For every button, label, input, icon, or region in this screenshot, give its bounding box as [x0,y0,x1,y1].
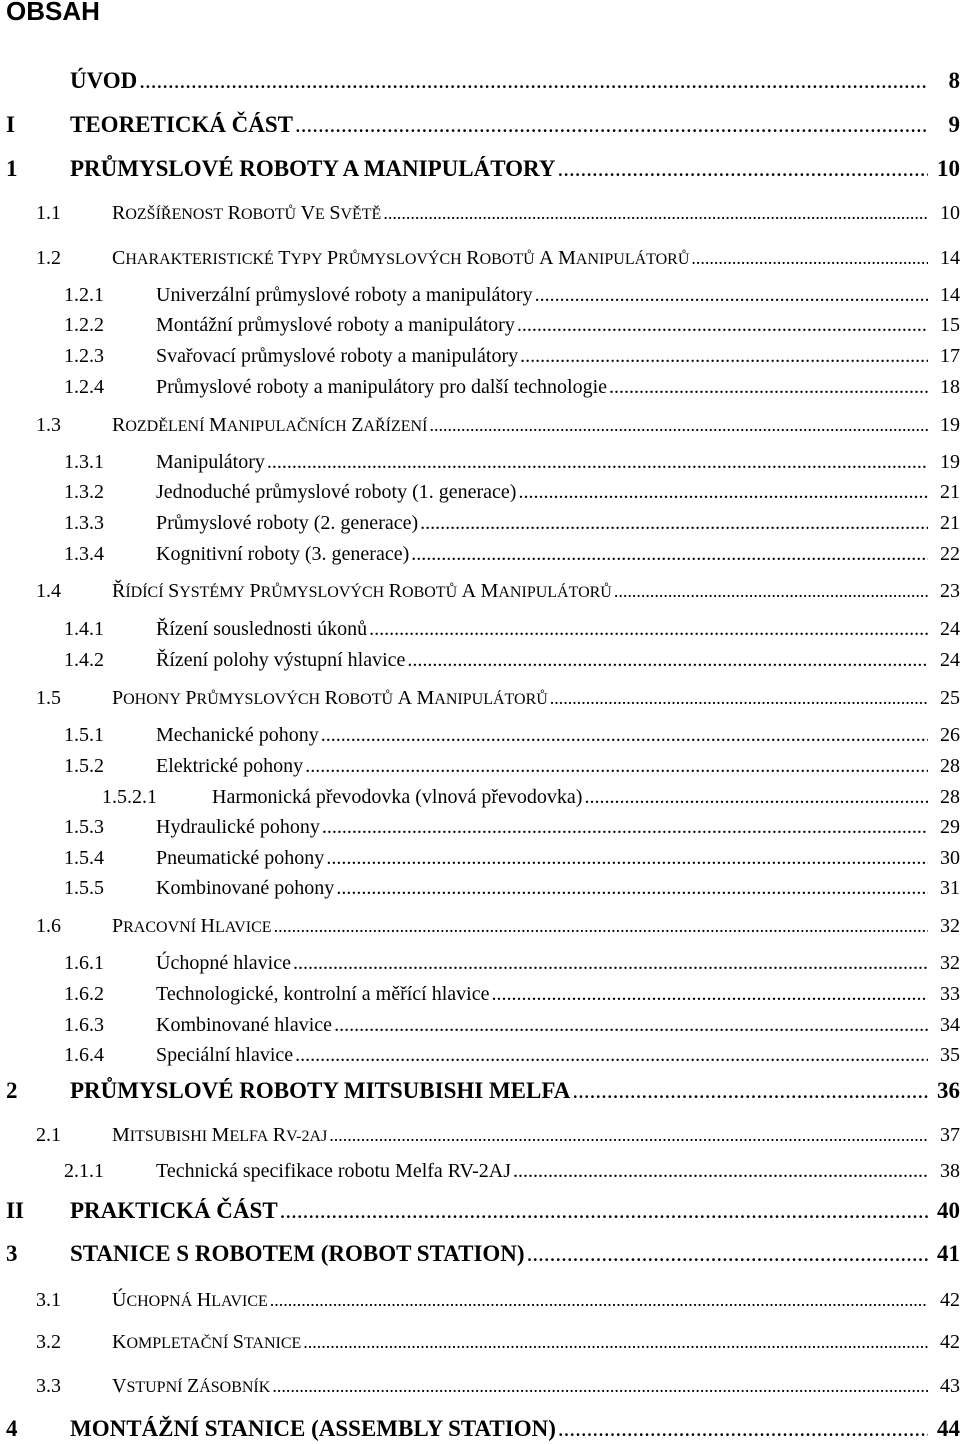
dot-leader [550,683,928,713]
toc-entry[interactable] [0,979,960,1009]
toc-entry-title: PRŮMYSLOVÉ ROBOTY MITSUBISHI MELFA [70,1078,571,1103]
toc-entry-title: Řízení polohy výstupní hlavice [156,649,406,671]
toc-entry[interactable] [0,576,960,606]
dot-leader [518,477,928,507]
dot-leader [407,645,928,675]
toc-entry-number: 1.4.2 [64,649,104,671]
toc-entry-page: 19 [940,451,960,473]
toc-entry[interactable] [0,1010,960,1040]
toc-entry-number: I [6,112,15,137]
toc-entry-title: POHONY PRŮMYSLOVÝCH ROBOTŮ A MANIPULÁTORŮ [112,687,548,709]
toc-entry[interactable] [0,372,960,402]
toc-entry[interactable] [0,751,960,781]
toc-entry-page: 40 [937,1198,960,1223]
toc-entry[interactable] [0,720,960,750]
toc-entry-number: 1.4 [36,580,61,602]
toc-entry-number: 1.6.3 [64,1014,104,1036]
toc-entry-page: 32 [940,915,960,937]
dot-leader [334,1010,928,1040]
toc-entry-number: 1.3.2 [64,481,104,503]
toc-entry-page: 29 [940,816,960,838]
toc-entry-page: 18 [940,376,960,398]
toc-entry-number: 1.3.3 [64,512,104,534]
toc-entry[interactable] [0,614,960,644]
toc-entry[interactable] [0,410,960,440]
toc-entry-page: 28 [940,755,960,777]
toc-entry-page: 23 [940,580,960,602]
dot-leader [513,1156,928,1186]
toc-entry-title: Univerzální průmyslové roboty a manipulátory [156,284,533,306]
toc-entry-title: MITSUBISHI MELFA RV-2AJ [112,1124,328,1146]
dot-leader [614,576,928,606]
dot-leader [270,1285,928,1315]
toc-entry[interactable] [0,812,960,842]
toc-entry-number: 1.6.1 [64,952,104,974]
toc-entry[interactable] [0,310,960,340]
toc-entry-page: 25 [940,687,960,709]
toc-entry[interactable] [0,341,960,371]
toc-entry-number: 1.2.4 [64,376,104,398]
toc-entry[interactable] [0,645,960,675]
toc-entry-page: 21 [940,481,960,503]
toc-entry-title: Průmyslové roboty a manipulátory pro další technologie [156,376,608,398]
toc-entry-page: 14 [940,247,960,269]
toc-entry[interactable] [0,1371,960,1401]
toc-entry[interactable] [0,1120,960,1150]
toc-entry-page: 36 [937,1078,960,1103]
dot-leader [280,1196,928,1226]
toc-entry[interactable] [0,154,960,184]
toc-entry-title: Harmonická převodovka (vlnová převodovka) [212,786,583,808]
dot-leader [322,812,928,842]
toc-entry-title: PRŮMYSLOVÉ ROBOTY A MANIPULÁTORY [70,156,556,181]
toc-entry-page: 10 [940,202,960,224]
dot-leader [609,372,928,402]
toc-entry[interactable] [0,1076,960,1106]
toc-entry-page: 9 [948,112,960,137]
dot-leader [293,948,928,978]
toc-entry-title: Kognitivní roboty (3. generace) [156,543,410,565]
toc-entry-number: 1.3 [36,414,61,436]
toc-entry-title: STANICE S ROBOTEM (ROBOT STATION) [70,1241,525,1266]
dot-leader [139,66,928,96]
toc-entry-page: 41 [937,1241,960,1266]
toc-entry-title: Hydraulické pohony [156,816,320,838]
dot-leader [336,873,928,903]
toc-entry-title: KOMPLETAČNÍ STANICE [112,1331,302,1353]
toc-entry-page: 42 [940,1331,960,1353]
toc-entry-number: 1.3.4 [64,543,104,565]
dot-leader [411,539,928,569]
toc-entry-page: 34 [940,1014,960,1036]
dot-leader [527,1239,928,1269]
toc-entry[interactable] [0,782,960,812]
dot-leader [303,1327,928,1357]
toc-entry-page: 31 [940,877,960,899]
toc-entry-number: 1.2.1 [64,284,104,306]
dot-leader [326,843,928,873]
toc-entry-number: 3.3 [36,1375,61,1397]
toc-entry-title: ŘÍDÍCÍ SYSTÉMY PRŮMYSLOVÝCH ROBOTŮ A MANIPULÁTORŮ [112,580,612,602]
toc-entry[interactable] [0,198,960,228]
toc-entry-number: 1.2.3 [64,345,104,367]
dot-leader [558,1414,928,1444]
toc-entry-title: PRAKTICKÁ ČÁST [70,1198,278,1223]
toc-entry-title: VSTUPNÍ ZÁSOBNÍK [112,1375,271,1397]
toc-entry-number: 1.3.1 [64,451,104,473]
dot-leader [520,341,928,371]
toc-entry-title: Kombinované pohony [156,877,335,899]
toc-entry-title: Elektrické pohony [156,755,304,777]
toc-entry-number: 3 [6,1241,18,1266]
toc-entry-title: ROZŠÍŘENOST ROBOTŮ VE SVĚTĚ [112,202,382,224]
toc-entry-number: 1.1 [36,202,61,224]
toc-entry-title: Svařovací průmyslové roboty a manipulátory [156,345,519,367]
toc-entry[interactable] [0,1196,960,1226]
dot-leader [572,1076,928,1106]
toc-entry-page: 26 [940,724,960,746]
dot-leader [491,979,928,1009]
dot-leader [295,1040,928,1070]
toc-entry-page: 43 [940,1375,960,1397]
toc-entry-page: 10 [937,156,960,181]
toc-entry-title: ÚCHOPNÁ HLAVICE [112,1289,268,1311]
toc-entry-number: 1.6.2 [64,983,104,1005]
toc-entry-title: Řízení souslednosti úkonů [156,618,368,640]
dot-leader [557,154,928,184]
toc-entry-page: 19 [940,414,960,436]
toc-entry-number: 2 [6,1078,18,1103]
dot-leader [295,110,928,140]
toc-entry[interactable] [0,477,960,507]
toc-entry-number: 1.2 [36,247,61,269]
toc-entry-title: Jednoduché průmyslové roboty (1. generace) [156,481,517,503]
toc-entry-page: 44 [937,1416,960,1441]
toc-entry[interactable] [0,1239,960,1269]
toc-entry[interactable] [0,539,960,569]
toc-entry-page: 30 [940,847,960,869]
toc-entry-page: 8 [948,68,960,93]
toc-entry-title: PRACOVNÍ HLAVICE [112,915,272,937]
toc-entry-number: 4 [6,1416,18,1441]
toc-entry[interactable] [0,843,960,873]
toc-entry-page: 37 [940,1124,960,1146]
toc-entry[interactable] [0,1285,960,1315]
dot-leader [584,782,928,812]
toc-entry-page: 35 [940,1044,960,1066]
toc-entry-number: 1.6 [36,915,61,937]
dot-leader [329,1120,928,1150]
toc-entry-number: 1 [6,156,18,181]
toc-entry-page: 21 [940,512,960,534]
toc-entry-title: Mechanické pohony [156,724,319,746]
toc-entry-number: 1.5.5 [64,877,104,899]
toc-entry-number: 1.2.2 [64,314,104,336]
dot-leader [691,243,928,273]
toc-entry-number: 1.5 [36,687,61,709]
toc-entry[interactable] [0,1156,960,1186]
toc-entry[interactable] [0,1414,960,1444]
toc-entry-title: Úchopné hlavice [156,952,291,974]
dot-leader [274,911,928,941]
toc-entry-page: 32 [940,952,960,974]
dot-leader [517,310,928,340]
toc-entry-page: 17 [940,345,960,367]
toc-entry[interactable] [0,873,960,903]
toc-entry[interactable] [0,280,960,310]
toc-entry[interactable] [0,447,960,477]
toc-entry-number: 1.5.1 [64,724,104,746]
toc-entry-title: ROZDĚLENÍ MANIPULAČNÍCH ZAŘÍZENÍ [112,414,428,436]
toc-entry[interactable] [0,948,960,978]
toc-entry[interactable] [0,683,960,713]
toc-entry-number: 3.1 [36,1289,61,1311]
toc-entry-title: Technologické, kontrolní a měřící hlavice [156,983,490,1005]
toc-entry-number: II [6,1198,24,1223]
toc-entry-title: Technická specifikace robotu Melfa RV-2AJ [156,1160,512,1182]
toc-entry-page: 14 [940,284,960,306]
toc-entry[interactable] [0,243,960,273]
toc-entry-title: Montážní průmyslové roboty a manipulátory [156,314,515,336]
toc-entry-page: 24 [940,618,960,640]
toc-entry[interactable] [0,1327,960,1357]
toc-entry-title: MONTÁŽNÍ STANICE (ASSEMBLY STATION) [70,1416,556,1441]
toc-entry-number: 1.5.3 [64,816,104,838]
toc-entry-title: Kombinované hlavice [156,1014,333,1036]
toc-entry-number: 1.5.2 [64,755,104,777]
toc-entry-number: 2.1 [36,1124,61,1146]
toc-entry-page: 24 [940,649,960,671]
toc-entry[interactable] [0,66,960,96]
toc-entry[interactable] [0,110,960,140]
dot-leader [305,751,928,781]
toc-entry-title: ÚVOD [70,68,138,93]
toc-entry-title: Manipulátory [156,451,265,473]
toc-entry-page: 38 [940,1160,960,1182]
toc-entry-title: Speciální hlavice [156,1044,294,1066]
dot-leader [272,1371,928,1401]
toc-entry-page: 42 [940,1289,960,1311]
toc-entry[interactable] [0,1040,960,1070]
toc-entry[interactable] [0,508,960,538]
toc-entry-page: 28 [940,786,960,808]
toc-entry-number: 1.4.1 [64,618,104,640]
toc-entry-title: Průmyslové roboty (2. generace) [156,512,419,534]
toc-entry-number: 2.1.1 [64,1160,104,1182]
page-title: OBSAH [6,0,100,26]
toc-entry-title: Pneumatické pohony [156,847,325,869]
dot-leader [429,410,928,440]
dot-leader [321,720,928,750]
dot-leader [383,198,928,228]
toc-entry-page: 33 [940,983,960,1005]
dot-leader [420,508,928,538]
toc-entry-number: 1.5.4 [64,847,104,869]
toc-entry-page: 15 [940,314,960,336]
toc-entry-number: 1.5.2.1 [102,786,157,808]
toc-entry-title: TEORETICKÁ ČÁST [70,112,294,137]
toc-entry[interactable] [0,911,960,941]
dot-leader [267,447,928,477]
toc-entry-page: 22 [940,543,960,565]
dot-leader [535,280,928,310]
toc-entry-title: CHARAKTERISTICKÉ TYPY PRŮMYSLOVÝCH ROBOTŮ A MANIPULÁTORŮ [112,247,690,269]
dot-leader [369,614,928,644]
toc-entry-number: 3.2 [36,1331,61,1353]
toc-entry-number: 1.6.4 [64,1044,104,1066]
